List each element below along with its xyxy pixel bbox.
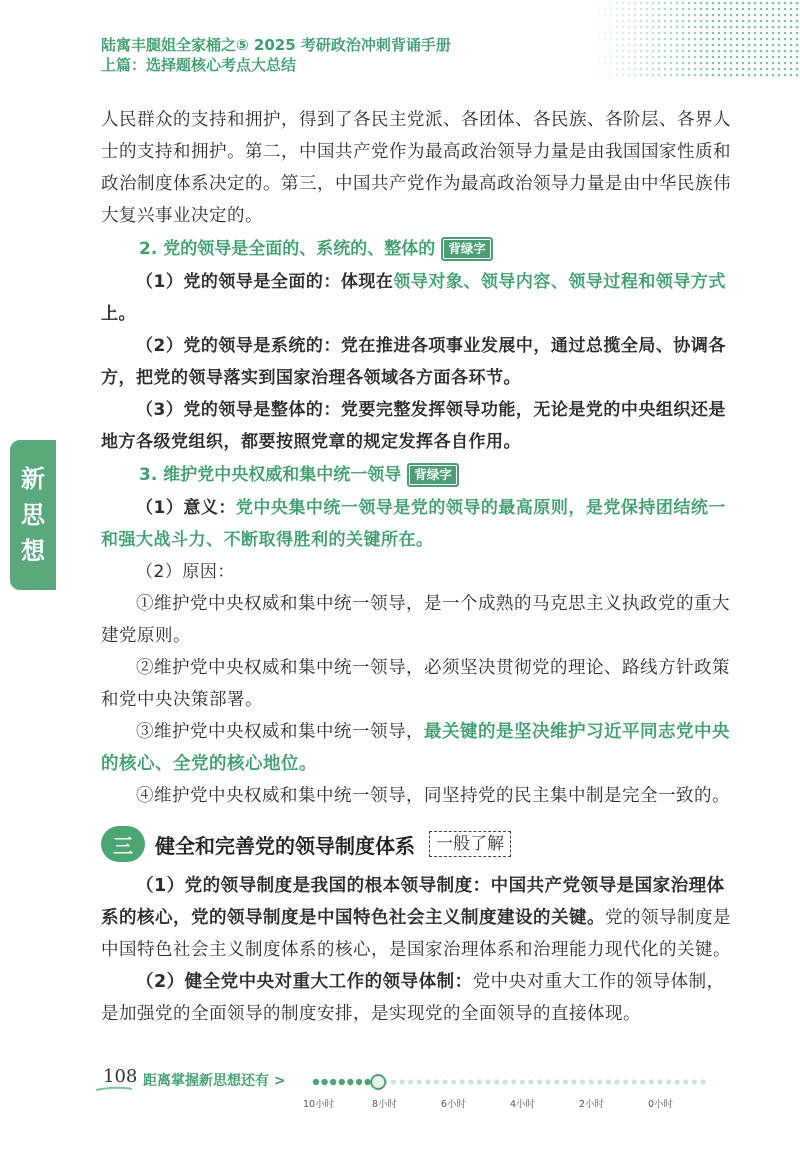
sub2-item-1-tail: 上。	[101, 304, 136, 324]
reason-1: ①维护党中央权威和集中统一领导，是一个成熟的马克思主义执政党的重大建党原则。	[101, 594, 730, 646]
reason-3	[101, 716, 733, 780]
progress-dot-empty	[589, 1079, 594, 1084]
page-header	[0, 0, 800, 78]
reason-4: ④维护党中央权威和集中统一领导，同坚持党的民主集中制是完全一致的。	[136, 786, 730, 806]
header-section-title: 上篇：选择题核心考点大总结	[101, 56, 297, 74]
subsection-2-heading	[101, 232, 733, 266]
progress-dot-filled	[347, 1079, 353, 1085]
progress-dot-empty	[563, 1079, 568, 1084]
sub2-item-1-green: 领导对象、领导内容、领导过程和领导方式	[393, 272, 726, 292]
sub2-item-2: （2）党的领导是系统的：党在推进各项事业发展中，通过总揽全局、协调各方，把党的领导落实到国家治理各领域各方面各环节。	[101, 336, 726, 388]
memorize-green-badge: 背绿字	[441, 237, 493, 261]
study-progress-track	[310, 1072, 740, 1092]
progress-dot-empty	[528, 1079, 533, 1084]
progress-dot-empty	[417, 1079, 422, 1084]
time-label: 4小时	[510, 1099, 536, 1110]
progress-dot-empty	[675, 1079, 680, 1084]
progress-dot-empty	[537, 1079, 542, 1084]
progress-dot-empty	[511, 1079, 516, 1084]
subsection-3-title: 3. 维护党中央权威和集中统一领导	[139, 465, 402, 485]
progress-dot-empty	[442, 1079, 447, 1084]
page-content	[101, 104, 733, 1030]
progress-dot-empty	[408, 1079, 413, 1084]
progress-dot-empty	[485, 1079, 490, 1084]
progress-dot-empty	[494, 1079, 499, 1084]
progress-dot-empty	[597, 1079, 602, 1084]
section3-paragraph-1	[101, 870, 733, 966]
page-footer	[0, 1060, 800, 1120]
time-label: 8小时	[372, 1099, 398, 1110]
progress-dot-empty	[546, 1079, 551, 1084]
sub3-item-2: （2）原因：	[136, 562, 235, 582]
general-understanding-badge: 一般了解	[429, 831, 511, 857]
progress-dot-empty	[571, 1079, 576, 1084]
progress-dot-empty	[632, 1079, 637, 1084]
side-tab-char-1: 新	[21, 465, 45, 493]
progress-dot-empty	[657, 1079, 662, 1084]
reason-2: ②维护党中央权威和集中统一领导，必须坚决贯彻党的理论、路线方针政策和党中央决策部署。	[101, 658, 730, 710]
subsection-3-heading	[101, 458, 733, 492]
sub3-item-1-green: 党中央集中统一领导是党的领导的最高原则，是党保持团结统一和强大战斗力、不断取得胜利的关键所在。	[101, 498, 726, 550]
progress-dot-filled	[330, 1079, 336, 1085]
section3-p1-bold: （1）党的领导制度是我国的根本领导制度：中国共产党领导是国家治理体系的核心，党的领导制度是中国特色社会主义制度建设的关键。	[101, 876, 725, 928]
progress-dot-empty	[399, 1079, 404, 1084]
progress-dot-filled	[364, 1079, 370, 1085]
progress-label: 距离掌握新思想还有 >	[143, 1073, 286, 1089]
time-label: 6小时	[441, 1099, 467, 1110]
section-number-badge: 三	[101, 826, 145, 862]
sub2-item-1	[101, 266, 733, 330]
progress-dot-empty	[520, 1079, 525, 1084]
time-label: 2小时	[579, 1099, 605, 1110]
side-tab-char-3: 想	[21, 537, 45, 565]
time-label: 0小时	[648, 1099, 674, 1110]
section-3-heading	[101, 826, 733, 862]
section-3-title: 健全和完善党的领导制度体系	[155, 833, 415, 858]
progress-dot-empty	[391, 1079, 396, 1084]
progress-dot-empty	[503, 1079, 508, 1084]
progress-dot-empty	[700, 1079, 705, 1084]
sub3-item-1-lead: （1）意义：	[136, 498, 236, 518]
side-chapter-tab	[10, 440, 56, 590]
page-number: 108	[103, 1066, 138, 1087]
progress-dot-empty	[623, 1079, 628, 1084]
section3-p1-rest: 党的领导制度是中国特色社会主义制度体系的核心，是国家治理体系和治理能力现代化的关键。	[101, 908, 731, 960]
sub3-item-1	[101, 492, 733, 556]
progress-dot-filled	[339, 1079, 345, 1085]
header-book-title: 陆寓丰腿姐全家桶之⑤ 2025 考研政治冲刺背诵手册	[101, 36, 451, 54]
progress-dot-filled	[356, 1079, 362, 1085]
progress-dot-empty	[468, 1079, 473, 1084]
progress-dot-filled	[313, 1079, 319, 1085]
reason-3-green: 最关键的是坚决维护习近平同志党中央的核心、全党的核心地位。	[101, 722, 730, 774]
reason-3-lead: ③维护党中央权威和集中统一领导，	[136, 722, 424, 742]
progress-dot-filled	[321, 1079, 327, 1085]
progress-dot-empty	[580, 1079, 585, 1084]
progress-dot-empty	[451, 1079, 456, 1084]
memorize-green-badge: 背绿字	[407, 463, 459, 487]
progress-dot-empty	[649, 1079, 654, 1084]
progress-dot-empty	[606, 1079, 611, 1084]
sub2-item-1-lead: （1）党的领导是全面的：体现在	[136, 272, 394, 292]
header-dot-pattern	[590, 0, 800, 78]
section3-paragraph-2	[101, 966, 733, 1030]
progress-dot-empty	[434, 1079, 439, 1084]
side-tab-char-2: 思	[21, 501, 45, 529]
section3-p2-rest: 党中央对重大工作的领导体制，是加强党的全面领导的制度安排，是实现党的全面领导的直接体现。	[101, 972, 725, 1024]
progress-dot-empty	[666, 1079, 671, 1084]
sub2-item-3: （3）党的领导是整体的：党要完整发挥领导功能，无论是党的中央组织还是地方各级党组织，都要按照党章的规定发挥各自作用。	[101, 400, 726, 452]
page-number-swoosh	[96, 1086, 132, 1092]
progress-dot-empty	[554, 1079, 559, 1084]
intro-paragraph: 人民群众的支持和拥护，得到了各民主党派、各团体、各民族、各阶层、各界人士的支持和拥护。第二，中国共产党作为最高政治领导力量是由我国国家性质和政治制度体系决定的。第三，中国共产党作为最高政治领导力量是由中华民族伟大复兴事业决定的。	[101, 110, 731, 226]
progress-dot-empty	[425, 1079, 430, 1084]
progress-dot-empty	[692, 1079, 697, 1084]
section3-p2-bold: （2）健全党中央对重大工作的领导体制：	[136, 972, 473, 992]
progress-dot-empty	[683, 1079, 688, 1084]
progress-dot-empty	[640, 1079, 645, 1084]
progress-current-marker	[371, 1075, 385, 1089]
time-label: 10小时	[303, 1099, 335, 1110]
progress-dot-empty	[460, 1079, 465, 1084]
progress-dot-empty	[477, 1079, 482, 1084]
progress-dot-empty	[614, 1079, 619, 1084]
subsection-2-title: 2. 党的领导是全面的、系统的、整体的	[139, 239, 436, 259]
